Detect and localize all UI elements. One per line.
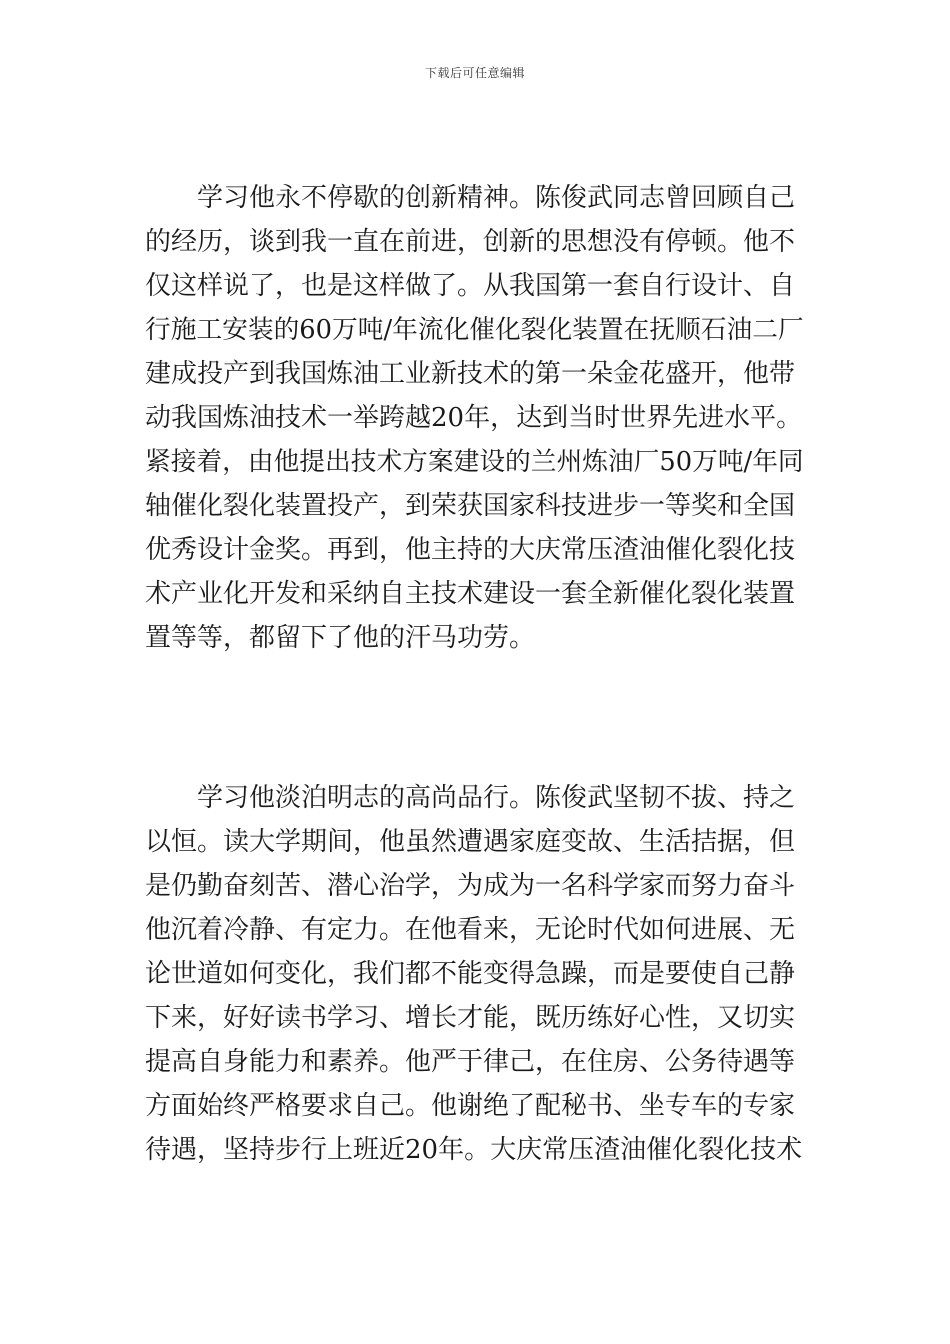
text-line: 以恒。读大学期间，他虽然遭遇家庭变故、生活拮据，但 bbox=[145, 827, 796, 857]
text-line: 学习他淡泊明志的高尚品行。陈俊武坚韧不拔、持之 bbox=[197, 783, 796, 813]
text-line: 学习他永不停歇的创新精神。陈俊武同志曾回顾自己 bbox=[197, 183, 796, 213]
text-line: 术产业化开发和采纳自主技术建设一套全新催化裂化装置 bbox=[145, 579, 796, 609]
text-line: 优秀设计金奖。再到，他主持的大庆常压渣油催化裂化技 bbox=[145, 535, 796, 565]
page-header: 下载后可任意编辑 bbox=[424, 66, 525, 80]
text-line: 待遇，坚持步行上班近20年。大庆常压渣油催化裂化技术 bbox=[145, 1135, 803, 1165]
text-line: 轴催化裂化装置投产，到荣获国家科技进步一等奖和全国 bbox=[145, 491, 796, 521]
text-line: 行施工安装的60万吨/年流化催化裂化装置在抚顺石油二厂 bbox=[145, 315, 804, 345]
text-line: 论世道如何变化，我们都不能变得急躁，而是要使自己静 bbox=[145, 959, 796, 989]
text-line: 动我国炼油技术一举跨越20年，达到当时世界先进水平。 bbox=[145, 403, 803, 433]
text-line: 提高自身能力和素养。他严于律己，在住房、公务待遇等 bbox=[145, 1047, 796, 1077]
text-line: 是仍勤奋刻苦、潜心治学，为成为一名科学家而努力奋斗 bbox=[145, 871, 796, 901]
text-line: 紧接着，由他提出技术方案建设的兰州炼油厂50万吨/年同 bbox=[145, 447, 804, 477]
text-line: 仅这样说了，也是这样做了。从我国第一套自行设计、自 bbox=[145, 271, 796, 301]
paragraph-innovation-spirit bbox=[145, 176, 807, 660]
text-line: 置等等，都留下了他的汗马功劳。 bbox=[145, 623, 536, 653]
text-line: 下来，好好读书学习、增长才能，既历练好心性，又切实 bbox=[145, 1003, 796, 1033]
text-line: 他沉着冷静、有定力。在他看来，无论时代如何进展、无 bbox=[145, 915, 796, 945]
paragraph-noble-character bbox=[145, 776, 807, 1172]
text-line: 建成投产到我国炼油工业新技术的第一朵金花盛开，他带 bbox=[145, 359, 796, 389]
text-line: 的经历，谈到我一直在前进，创新的思想没有停顿。他不 bbox=[145, 227, 796, 257]
text-line: 方面始终严格要求自己。他谢绝了配秘书、坐专车的专家 bbox=[145, 1091, 796, 1121]
